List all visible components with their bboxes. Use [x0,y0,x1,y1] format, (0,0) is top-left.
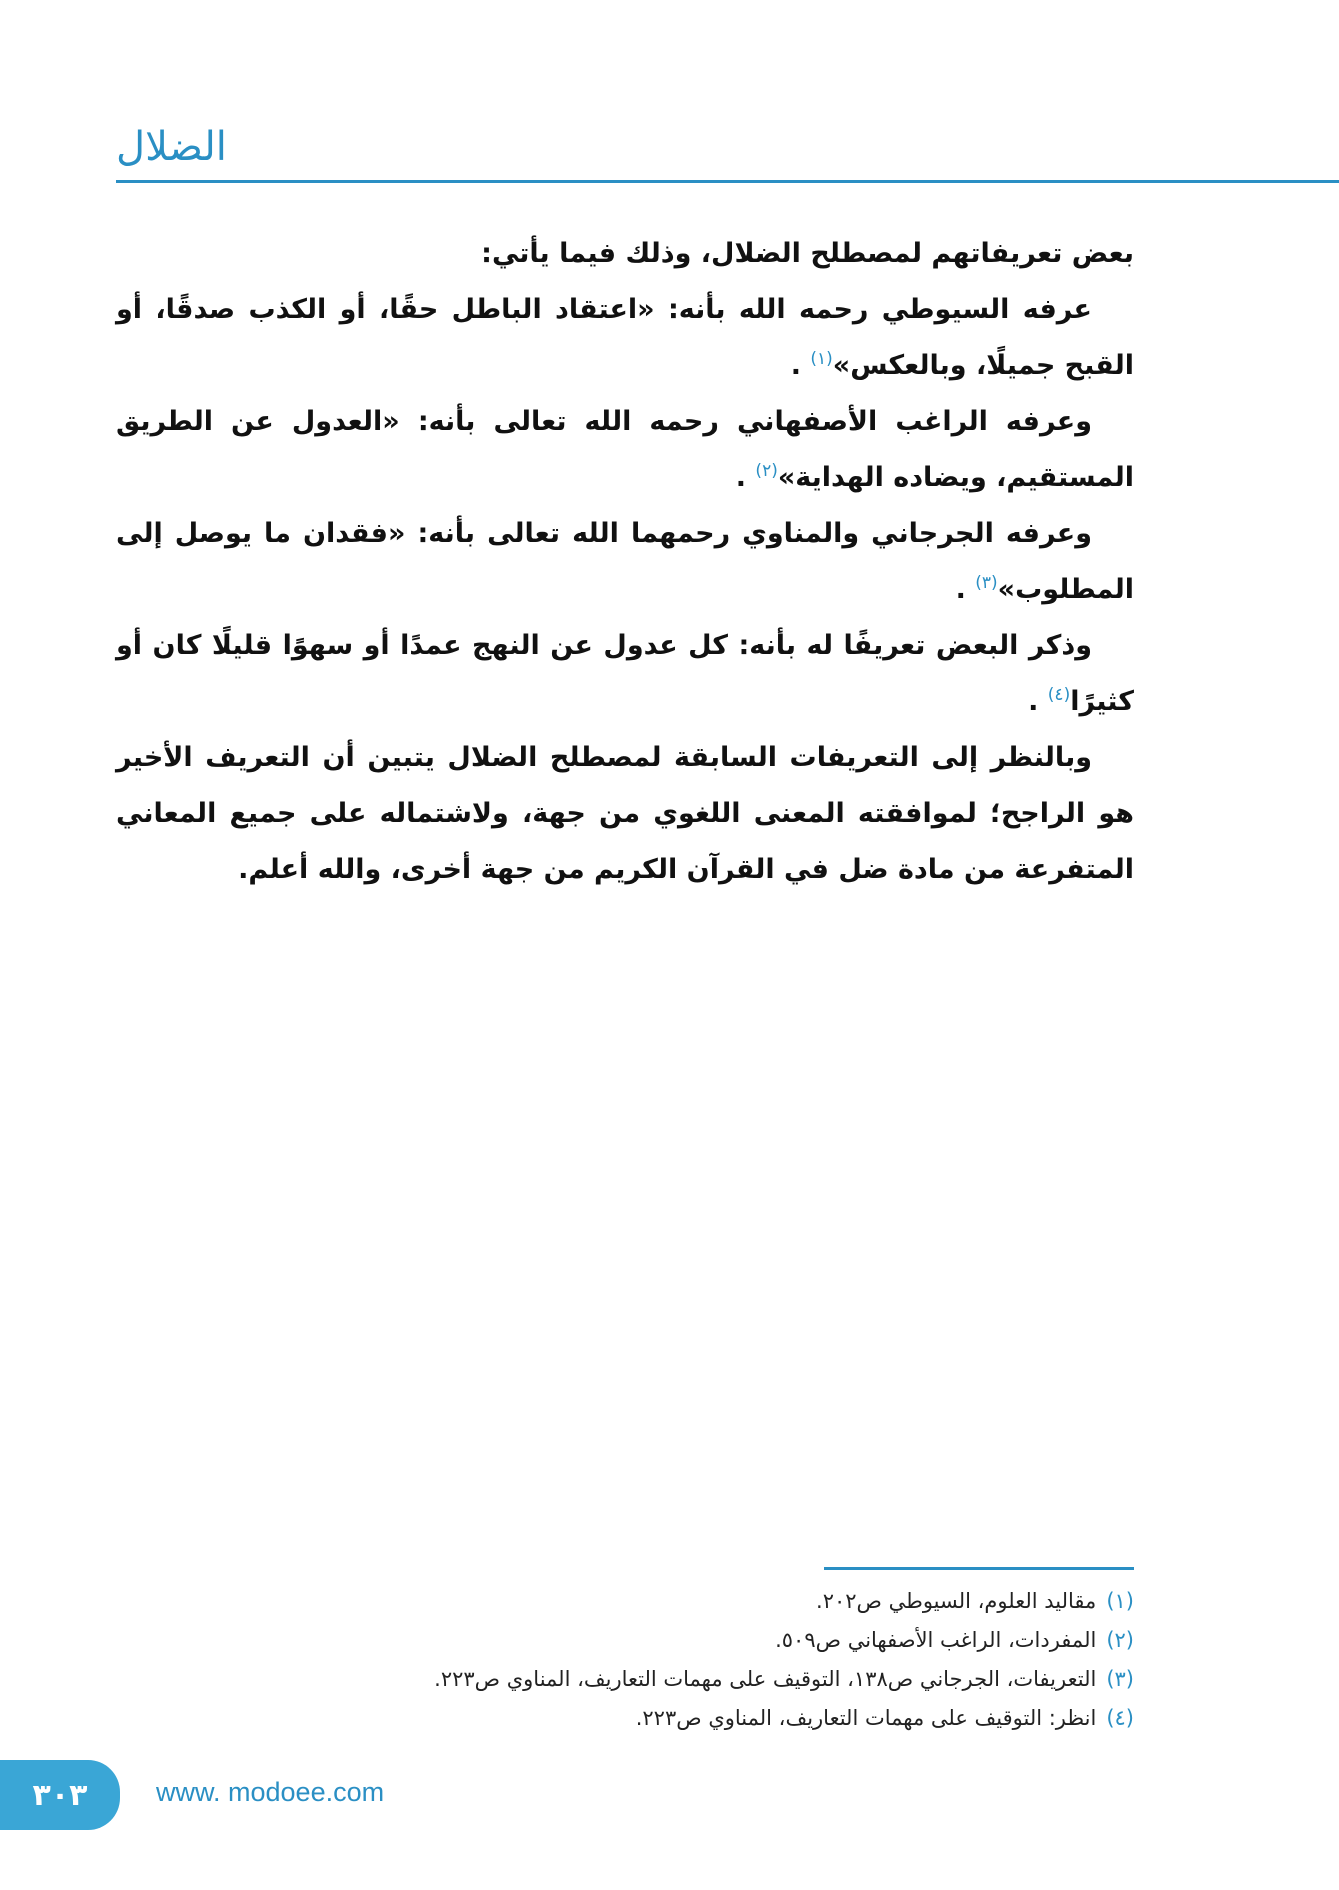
footnote-item [116,1621,1134,1660]
footnotes [116,1582,1134,1738]
paragraph-bad: وذكر البعض تعريفًا له بأنه: كل عدول عن النهج عمدًا أو سهوًا قليلًا كان أو كثيرًا$^{(٤)}$ . [116,630,1134,717]
paragraph-text: بعض تعريفاتهم لمصطلح الضلال، وذلك فيما يأتي: [481,238,1134,269]
footnote-divider [824,1567,1134,1570]
paragraph-text: وعرفه الراغب الأصفهاني رحمه الله تعالى بأنه: «العدول عن الطريق المستقيم، ويضاده الهداية» [116,406,1134,493]
page-number: ٣٠٣ [32,1777,88,1813]
footnote-number: (١) [1106,1589,1134,1613]
paragraph-suyuti: عرفه السيوطي رحمه الله بأنه: «اعتقاد الباطل حقًا، أو الكذب صدقًا، أو القبح جميلًا، وبالعكس»$^{(١)}$ . [116,294,1134,381]
page-number-tab [0,1760,120,1830]
paragraph-raghib: وعرفه الراغب الأصفهاني رحمه الله تعالى بأنه: «العدول عن الطريق المستقيم، ويضاده الهداية»$^{(٢)}$ . [116,406,1134,493]
paragraph-text: وذكر البعض تعريفًا له بأنه: كل عدول عن النهج عمدًا أو سهوًا قليلًا كان أو كثيرًا [116,630,1134,717]
footnote-text: المفردات، الراغب الأصفهاني ص٥٠٩. [775,1628,1097,1652]
footnote-number: (٣) [1106,1667,1134,1691]
footnote-text: التعريفات، الجرجاني ص١٣٨، التوقيف على مهمات التعاريف، المناوي ص٢٢٣. [434,1667,1097,1691]
footnote-item [116,1660,1134,1699]
paragraph-jurjani: وعرفه الجرجاني والمناوي رحمهما الله تعالى بأنه: «فقدان ما يوصل إلى المطلوب»$^{(٣)}$ . [116,518,1134,605]
footnote-ref[interactable]: (١) [810,349,833,369]
footnote-number: (٤) [1106,1706,1134,1730]
body-text [116,226,1134,898]
footnote-ref[interactable]: (٣) [975,573,998,593]
paragraph-text: وبالنظر إلى التعريفات السابقة لمصطلح الضلال يتبين أن التعريف الأخير هو الراجح؛ لموافقته المعنى اللغوي من جهة، ولاشتماله على جميع المعاني المتفرعة من مادة ضل في القرآن الكريم من جهة أخرى، والله أعلم. [116,742,1134,885]
paragraph-conclusion [116,730,1134,898]
site-url-link[interactable]: www. modoee.com [156,1777,385,1807]
footnote-text: انظر: التوقيف على مهمات التعاريف، المناوي ص٢٢٣. [635,1706,1097,1730]
paragraph-intro [116,226,1134,282]
paragraph-text: عرفه السيوطي رحمه الله بأنه: «اعتقاد الباطل حقًا، أو الكذب صدقًا، أو القبح جميلًا، وبالعكس» [116,294,1134,381]
footnote-ref[interactable]: (٢) [755,461,778,481]
paragraph-text: وعرفه الجرجاني والمناوي رحمهما الله تعالى بأنه: «فقدان ما يوصل إلى المطلوب» [116,518,1134,605]
footnote-item [116,1699,1134,1738]
running-header-title: الضلال [116,124,227,170]
header-divider [116,180,1339,183]
footnote-item [116,1582,1134,1621]
footnote-ref[interactable]: (٤) [1047,685,1071,705]
footnote-number: (٢) [1106,1628,1134,1652]
footnote-text: مقاليد العلوم، السيوطي ص٢٠٢. [816,1589,1097,1613]
